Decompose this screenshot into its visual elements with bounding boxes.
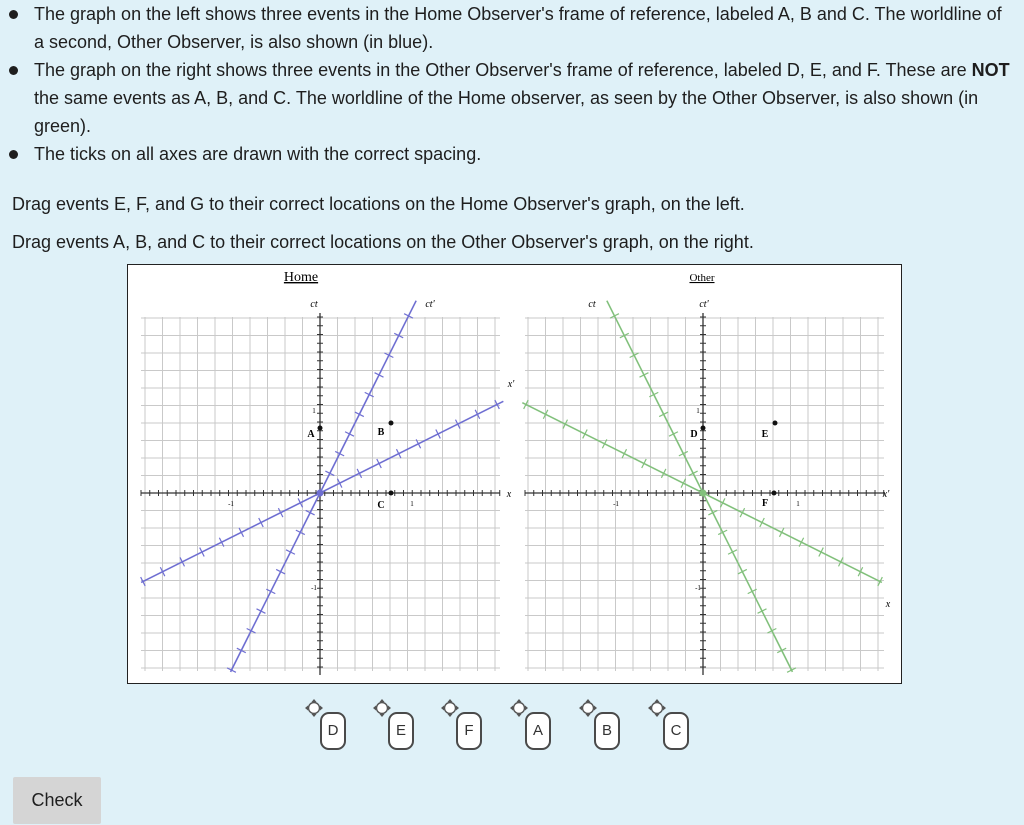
other-graph-title: Other bbox=[689, 272, 715, 284]
other-worldlines bbox=[522, 301, 882, 673]
token-pill[interactable] bbox=[456, 712, 482, 750]
token-pill[interactable] bbox=[388, 712, 414, 750]
token-pill[interactable] bbox=[320, 712, 346, 750]
graph-drop-area[interactable] bbox=[127, 264, 902, 684]
other-tick-label: 1 bbox=[696, 407, 700, 415]
home-ct-label: ct bbox=[310, 299, 318, 310]
token-b[interactable] bbox=[584, 690, 624, 760]
token-label: E bbox=[395, 722, 406, 739]
token-a[interactable] bbox=[515, 690, 555, 760]
event-label: B bbox=[377, 427, 385, 438]
bullet-item bbox=[0, 56, 1010, 140]
home-x-label: x bbox=[506, 489, 512, 500]
other-xp-label: x' bbox=[882, 489, 890, 500]
bullet-text: the same events as A, B, and C. The worldline of the Home observer, as seen by the Other Observer, is also shown (in green). bbox=[34, 88, 979, 136]
other-tick-label: -1 bbox=[613, 500, 619, 508]
drag-instruction-other: Drag events A, B, and C to their correct locations on the Other Observer's graph, on the right. bbox=[12, 232, 754, 252]
bullet-text: The ticks on all axes are drawn with the correct spacing. bbox=[34, 144, 482, 164]
other-tick-label: 1 bbox=[796, 500, 800, 508]
event-label: F bbox=[761, 498, 769, 509]
token-e[interactable] bbox=[378, 690, 418, 760]
home-worldlines bbox=[141, 301, 504, 673]
other-ct-worldline bbox=[607, 301, 793, 672]
bullet-item bbox=[0, 0, 1010, 56]
home-ctp-worldline bbox=[231, 301, 417, 672]
event-label: A bbox=[307, 429, 315, 440]
event-label: D bbox=[690, 429, 698, 440]
home-tick-label: 1 bbox=[312, 407, 316, 415]
home-tick-label: -1 bbox=[228, 500, 234, 508]
event-label: E bbox=[761, 429, 769, 440]
token-pill[interactable] bbox=[525, 712, 551, 750]
token-f[interactable] bbox=[446, 690, 486, 760]
drag-instruction-home: Drag events E, F, and G to their correct locations on the Home Observer's graph, on the left. bbox=[12, 194, 745, 214]
check-button[interactable]: Check bbox=[13, 777, 101, 824]
instructions-list bbox=[0, 0, 1010, 168]
home-xp-label: x' bbox=[507, 379, 515, 390]
spacetime-diagrams[interactable] bbox=[128, 265, 901, 683]
bullet-text: The graph on the left shows three events in the Home Observer's frame of reference, labeled A, B and C. The worldline of a second, Other Observer, is also shown (in blue). bbox=[34, 4, 1002, 52]
token-d[interactable] bbox=[310, 690, 350, 760]
token-label: D bbox=[327, 722, 339, 739]
other-origin-point bbox=[700, 490, 707, 497]
token-label: A bbox=[532, 722, 543, 739]
token-c[interactable] bbox=[653, 690, 693, 760]
token-label: F bbox=[464, 722, 474, 739]
other-tick-label: -1 bbox=[695, 584, 701, 592]
home-origin-point bbox=[317, 490, 324, 497]
other-ct-label: ct bbox=[588, 299, 596, 310]
home-graph-title: Home bbox=[283, 270, 319, 285]
home-ctp-label: ct' bbox=[425, 299, 435, 310]
bullet-dot bbox=[9, 10, 18, 19]
bullet-dot bbox=[9, 150, 18, 159]
bullet-bold: NOT bbox=[971, 60, 1010, 80]
token-pill[interactable] bbox=[663, 712, 689, 750]
other-x-label: x bbox=[885, 599, 891, 610]
home-tick-label: 1 bbox=[410, 500, 414, 508]
token-pill[interactable] bbox=[594, 712, 620, 750]
bullet-item bbox=[0, 140, 1010, 168]
bullet-dot bbox=[9, 66, 18, 75]
token-label: C bbox=[670, 722, 682, 739]
home-tick-label: -1 bbox=[311, 584, 317, 592]
bullet-text: The graph on the right shows three events in the Other Observer's frame of reference, labeled D, E, and F. These are bbox=[34, 60, 972, 80]
other-ctp-label: ct' bbox=[699, 299, 709, 310]
draggable-token-tray bbox=[0, 690, 1024, 760]
event-label: C bbox=[377, 500, 385, 511]
token-label: B bbox=[601, 722, 612, 739]
